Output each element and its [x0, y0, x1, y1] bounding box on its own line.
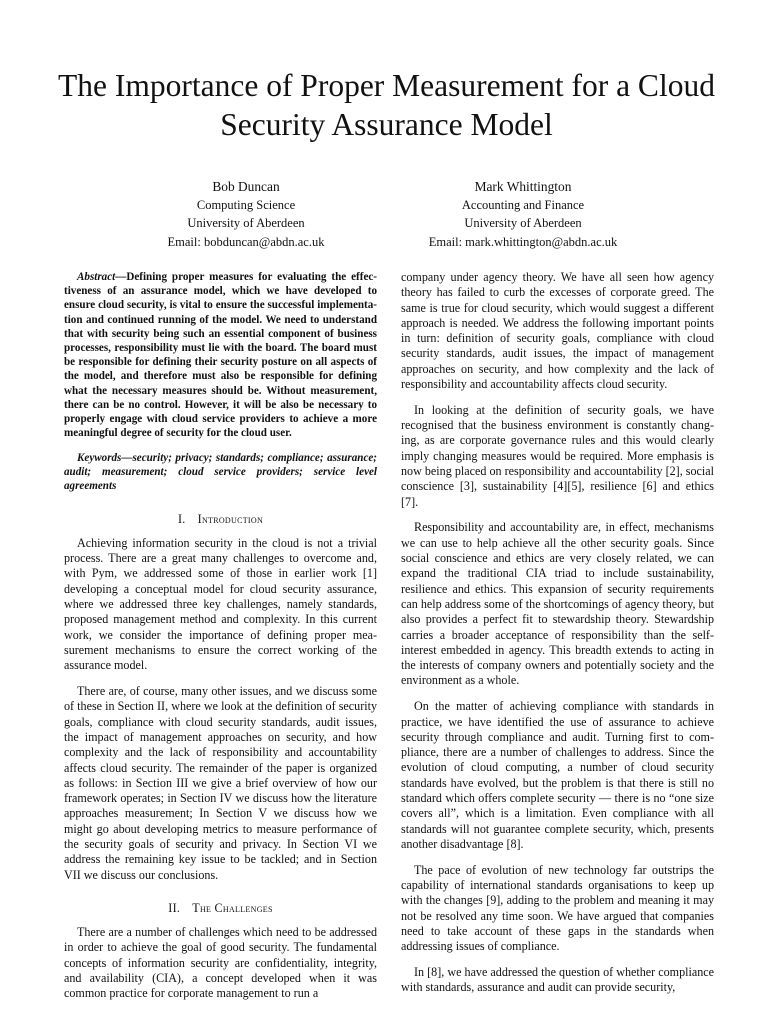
paragraph: The pace of evolution of new technology far outstrips the capability of international standards organisations to keep up with the changes [9], adding to the problem and meaning it may not be resolved any time soon. We have argued that companies need to take account of these gaps in the standards when addressing issues of compliance.: [401, 862, 714, 954]
author-department: Computing Science: [196, 198, 296, 213]
section-heading-challenges: [64, 901, 377, 916]
author-name: Bob Duncan: [212, 179, 280, 194]
section-heading-introduction: [64, 512, 377, 527]
section-number: I.: [177, 511, 186, 526]
title-line-1: The Importance of Proper Measurement for a Cloud: [58, 68, 715, 103]
paragraph: Responsibility and accountability are, in effect, mechanisms we can use to help achieve all the other security goals. Since social conscience and ethics are very closely related, we can expand the traditional CIA triad to include sustainability, resilience and ethics. This expansion of security requirements can help address some of the shortcomings of agency theory, but also provides a perfect fit to stewardship theory. Stewardship carries a broader acceptance of responsibility than the self-interest embedded in agency. This breadth extends to acting in the interests of company owners and potentially society and the environment as a whole.: [401, 520, 714, 688]
paragraph: company under agency theory. We have all seen how agency theory has failed to curb the excesses of corporate greed. The same is true for cloud security, which would suggest a different approach is needed. We address the following important points in turn: definition of security goals, compliance with cloud security standards, audit issues, the impact of management approaches on security, and how complexity and the lack of responsibility and accountability affects cloud security.: [401, 270, 714, 392]
abstract-label: Abstract: [77, 271, 116, 283]
section-title: The Challenges: [192, 900, 273, 915]
left-column: [64, 270, 377, 1012]
keywords-label: Keywords: [77, 451, 122, 464]
abstract: [64, 270, 377, 440]
paragraph: In [8], we have addressed the question of whether compliance with standards, assurance and audit can provide security,: [401, 964, 714, 995]
author-block-1: [116, 178, 376, 251]
author-institution: University of Aberdeen: [187, 216, 305, 231]
paragraph: There are, of course, many other issues, and we discuss some of these in Section II, where we look at the definition of security goals, compliance with cloud security standards, audit issues, the impact of management approaches on security, and how complexity and the lack of responsibility and accountability affects cloud security. The remainder of the paper is organized as follows: in Section III we give a brief overview of how our framework operates; in Section IV we discuss how the literature approaches measurement; In Section V we discuss how we might go about developing metrics to measure performance of the security goals of security and privacy. In Section VI we address the remaining key issue to be tackled; and in Section VII we discuss our conclusions.: [64, 684, 377, 882]
right-column: [401, 270, 714, 1006]
section-title: Introduction: [197, 511, 264, 526]
keywords-text: —security; privacy; standards; compliance; assurance; audit; measurement; cloud service providers; service level agreements: [64, 451, 377, 493]
author-block-2: [393, 178, 653, 251]
paragraph: There are a number of challenges which need to be addressed in order to achieve the goal of good security. The fundamental concepts of information security are confidentiality, integrity, and availability (CIA), a concept developed when it was common practice for corporate management to run a: [64, 925, 377, 1001]
paragraph: In looking at the definition of security goals, we have recognised that the business environment is constantly changing, as are corporate governance rules and this would clearly imply changing measures would be required. More emphasis is now being placed on responsibility and accountability [2], social conscience [3], sustainability [4][5], resilience [6] and ethics [7].: [401, 402, 714, 509]
author-email: Email: mark.whittington@abdn.ac.uk: [428, 234, 618, 249]
title-line-2: Security Assurance Model: [220, 107, 553, 142]
paragraph: On the matter of achieving compliance with standards in practice, we have identified the use of assurance to achieve security through compliance and audit. Turning first to compliance, there are a number of challenges to address. Since the evolution of cloud computing, a number of cloud security standards have evolved, but the problem is that there is still no standard which offers complete security — there is no “one size covers all”, which is a limitation. Even compliance with all standards will not guarantee complete security, which, presents another disadvantage [8].: [401, 699, 714, 851]
author-name: Mark Whittington: [474, 179, 572, 194]
author-email: Email: bobduncan@abdn.ac.uk: [167, 234, 325, 249]
section-number: II.: [168, 900, 181, 915]
keywords: [64, 451, 377, 494]
abstract-text: —Defining proper measures for evaluating the effectiveness of an assurance model, which we have developed to ensure cloud security, is vital to ensure the successful implementation and continued running of the model. We need to understand that with security being such an essential component of business processes, responsibility must lie with the board. The board must be responsible for defining their security posture on all aspects of the model, and therefore must also be responsible for defining what the necessary measures should be. Without measurement, there can be no control. However, it will be also be necessary to properly engage with cloud service providers to achieve a more meaningful degree of security for the cloud user.: [64, 271, 377, 440]
author-institution: University of Aberdeen: [464, 216, 582, 231]
paper-title: [40, 66, 733, 144]
author-department: Accounting and Finance: [461, 198, 585, 213]
paragraph: Achieving information security in the cloud is not a trivial process. There are a great many challenges to overcome and, with Pym, we addressed some of those in earlier work [1] developing a conceptual model for cloud security assurance, where we addressed three key challenges, namely standards, proposed management method and complexity. In this current work, we consider the importance of defining proper measurement mechanisms to ensure the correct working of the assurance model.: [64, 535, 377, 673]
